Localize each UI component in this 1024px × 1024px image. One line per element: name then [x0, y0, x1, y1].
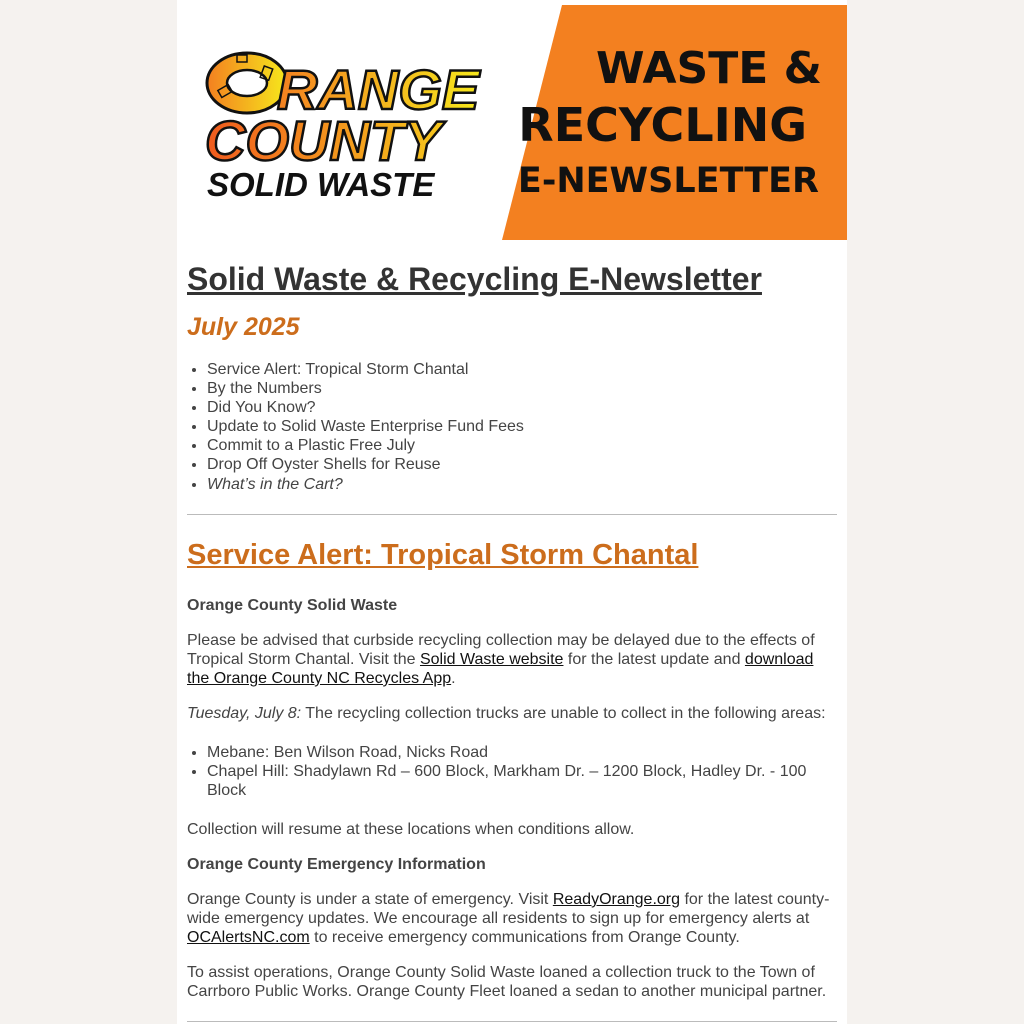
banner-graphic [177, 5, 847, 240]
text-run: for the latest county-wide emergency updates. We encourage all residents to sign up for emergency alerts at [187, 891, 830, 927]
toc-item: • Did You Know? [207, 398, 837, 417]
closure-intro [187, 704, 837, 723]
text-run: for the latest update and [563, 651, 745, 668]
emergency-paragraph [187, 890, 837, 947]
text-run: Please be advised that curbside recycling collection may be delayed due to the effects of Tropical Storm Chantal. Visit the [187, 632, 815, 668]
section-heading-service-alert[interactable]: Service Alert: Tropical Storm Chantal [187, 539, 699, 571]
newsletter-content [187, 258, 837, 1022]
ready-orange-link[interactable]: ReadyOrange.org [552, 891, 681, 908]
newsletter-date: July 2025 [187, 313, 300, 341]
affected-areas-list [187, 743, 837, 800]
toc-item: • Drop Off Oyster Shells for Reuse [207, 455, 837, 474]
recycle-ring-icon [207, 53, 287, 113]
toc-item: • Update to Solid Waste Enterprise Fund Fees [207, 417, 837, 436]
newsletter-page [177, 0, 847, 1024]
text-run: The recycling collection trucks are unable to collect in the following areas: [301, 705, 826, 722]
banner-title-line1: WASTE & [595, 43, 822, 94]
toc-item: • Commit to a Plastic Free July [207, 436, 837, 455]
table-of-contents [187, 360, 837, 494]
banner-title-line2: RECYCLING [518, 98, 807, 152]
toc-item: • What’s in the Cart? [207, 475, 837, 494]
list-item: • Mebane: Ben Wilson Road, Nicks Road [207, 743, 837, 762]
section-divider [187, 514, 837, 515]
text-run: to receive emergency communications from Orange County. [309, 929, 740, 946]
text-run: . [451, 670, 456, 687]
closure-date: Tuesday, July 8: [187, 705, 302, 722]
logo-word-orange: RANGE [277, 58, 480, 121]
section-divider [187, 1021, 837, 1022]
logo-word-county: COUNTY [205, 109, 442, 172]
alert-paragraph [187, 631, 837, 688]
list-item: • Chapel Hill: Shadylawn Rd – 600 Block, Markham Dr. – 1200 Block, Hadley Dr. - 100 Block [207, 762, 837, 800]
logo-word-solid-waste: SOLID WASTE [207, 166, 435, 203]
newsletter-banner [177, 5, 847, 240]
download-app-link[interactable]: download the Orange County NC Recycles App [187, 651, 814, 687]
oc-alerts-link[interactable]: OCAlertsNC.com [187, 929, 310, 946]
subheading-solid-waste: Orange County Solid Waste [187, 597, 398, 614]
subheading-emergency-info: Orange County Emergency Information [187, 856, 486, 873]
operations-paragraph: To assist operations, Orange County Solid Waste loaned a collection truck to the Town of Carrboro Public Works. Orange County Fleet loaned a sedan to another municipal partner. [187, 964, 827, 1000]
newsletter-title: Solid Waste & Recycling E-Newsletter [187, 261, 762, 297]
collection-resume-text: Collection will resume at these locations when conditions allow. [187, 821, 635, 838]
text-run: Orange County is under a state of emergency. Visit [187, 891, 553, 908]
solid-waste-website-link[interactable]: Solid Waste website [419, 651, 564, 668]
toc-item: • Service Alert: Tropical Storm Chantal [207, 360, 837, 379]
toc-item: • By the Numbers [207, 379, 837, 398]
banner-title-line3: E-NEWSLETTER [517, 161, 819, 201]
